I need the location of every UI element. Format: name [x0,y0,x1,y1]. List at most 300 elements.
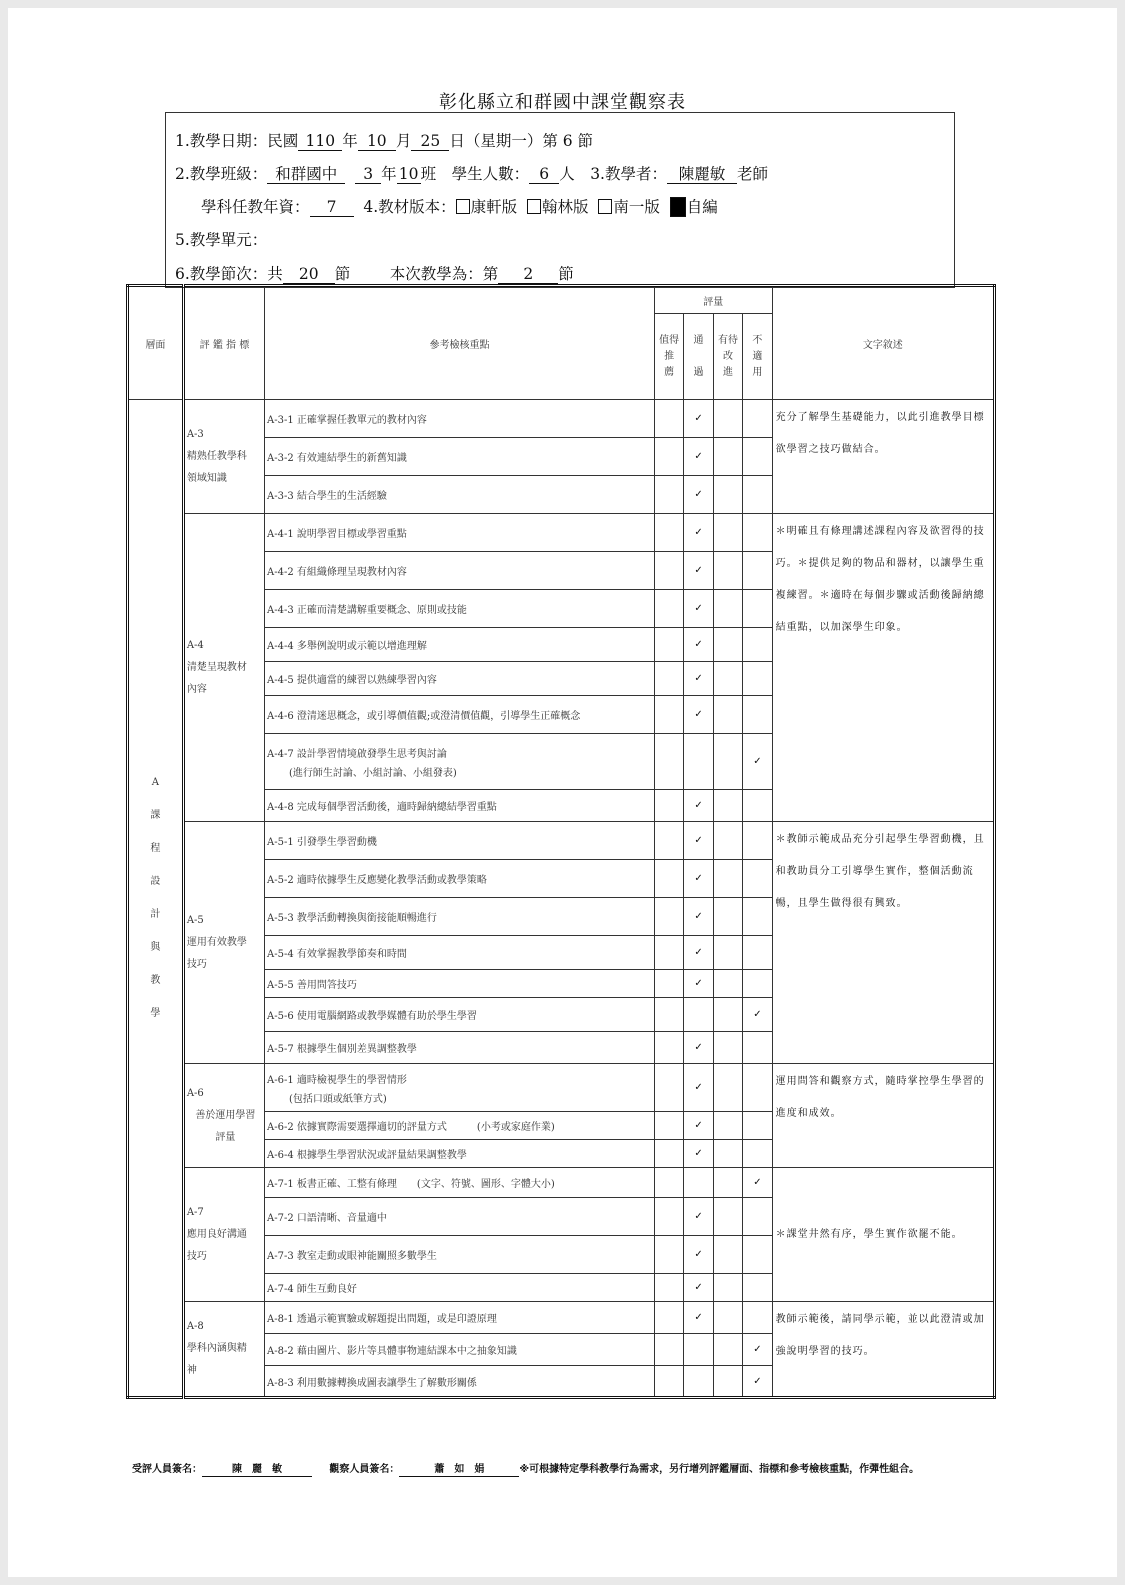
check-mark-icon: ✓ [694,800,703,811]
rating-cell[interactable] [684,822,713,860]
rating-cell[interactable] [713,514,742,552]
checkpoint-cell [265,1302,655,1334]
checkpoint-cell [265,898,655,936]
rating-cell[interactable] [654,662,683,696]
r1-line3: 薦 [664,366,675,378]
r2-line3: 過 [693,366,704,378]
rating-cell[interactable] [713,1168,742,1198]
document-page [8,8,1117,1577]
checkpoint-subtext: (包括口頭或紙筆方式) [289,1093,387,1105]
rating-cell[interactable] [743,1274,772,1302]
indicator-cell [183,822,264,1064]
check-mark-icon: ✓ [694,835,703,846]
school-name: 和群國中 [267,166,345,184]
checkpoint-cell [265,628,655,662]
rating-cell[interactable] [743,662,772,696]
checkpoint-cell [265,1032,655,1064]
checkpoint-text: A-5-3 教學活動轉換與銜接能順暢進行 [267,913,437,924]
checkpoint-text: A-5-1 引發學生學習動機 [267,837,377,848]
header-rating-recommend [654,314,683,400]
option-nanyi-label: 南一版 [613,198,660,216]
comment-text: 運用問答和觀察方式，隨時掌控學生學習的進度和成效。 [775,1076,985,1119]
rating-cell[interactable] [713,898,742,936]
checkpoint-cell [265,552,655,590]
check-mark-icon: ✓ [753,1009,762,1020]
indicator-cell [183,1302,264,1398]
info-line-unit [175,228,267,250]
header-indicator: 評 鑑 指 標 [183,286,264,400]
header-rating-improve [713,314,742,400]
rating-cell[interactable] [713,822,742,860]
check-mark-icon: ✓ [694,1312,703,1323]
r3-line3: 進 [722,366,733,378]
observer-label: 觀察人員簽名： [329,1464,400,1475]
checkpoint-text: A-4-6 澄清迷思概念，或引導價值觀;或澄清價值觀，引導學生正確概念 [267,711,581,722]
comment-text: ＊明確且有條理講述課程內容及欲習得的技巧。＊提供足夠的物品和器材，以讓學生重複練習。＊適時在每個步驟或活動後歸納總結重點，以加深學生印象。 [775,526,985,633]
rating-cell[interactable] [684,1302,713,1334]
rating-cell[interactable] [654,936,683,970]
rating-cell[interactable] [684,1274,713,1302]
rating-cell[interactable] [743,1302,772,1334]
check-mark-icon: ✓ [694,673,703,684]
table-row [128,1302,995,1334]
rating-cell[interactable] [713,696,742,734]
checkpoint-text: A-8-1 透過示範實驗或解題提出問題，或是印證原理 [267,1314,497,1325]
rating-cell[interactable] [654,400,683,438]
unit-label: 5.教學單元： [175,231,268,249]
rating-cell[interactable] [713,1198,742,1236]
comment-text: 充分了解學生基礎能力，以此引進教學目標欲學習之技巧做結合。 [775,412,985,455]
rating-cell[interactable] [654,860,683,898]
rating-cell[interactable] [713,628,742,662]
checkpoint-text: A-6-4 根據學生學習狀況或評量結果調整教學 [267,1150,467,1161]
rating-cell[interactable] [654,822,683,860]
comment-cell [772,1302,994,1398]
checkpoint-cell [265,1334,655,1366]
rating-cell[interactable] [684,790,713,822]
check-mark-icon: ✓ [694,1120,703,1131]
rating-cell[interactable] [713,476,742,514]
checkpoint-cell [265,970,655,998]
r1-line1: 值得 [659,334,680,346]
rating-cell[interactable] [743,822,772,860]
checkpoint-text: A-7-4 師生互動良好 [267,1284,357,1295]
checkpoint-text: A-5-5 善用問答技巧 [267,980,357,991]
check-mark-icon: ✓ [694,1249,703,1260]
rating-cell[interactable] [684,552,713,590]
rating-cell[interactable] [743,970,772,998]
rating-cell[interactable] [684,476,713,514]
rating-cell[interactable] [654,514,683,552]
check-mark-icon: ✓ [694,1148,703,1159]
rating-cell[interactable] [713,936,742,970]
checkpoint-cell [265,790,655,822]
page-title: 彰化縣立和群國中課堂觀察表 [439,92,686,113]
indicator-line: A-4 [186,639,204,651]
check-mark-icon: ✓ [753,1177,762,1188]
rating-cell[interactable] [684,970,713,998]
checkpoint-text: A-4-3 正確而清楚講解重要概念、原則或技能 [267,605,467,616]
rating-cell[interactable] [654,628,683,662]
checkpoint-cell [265,438,655,476]
check-mark-icon: ✓ [753,756,762,767]
rating-cell[interactable] [743,590,772,628]
rating-cell[interactable] [654,1274,683,1302]
rating-cell[interactable] [713,1236,742,1274]
rating-cell[interactable] [654,1064,683,1112]
layer-cell [128,400,184,1398]
checkpoint-cell [265,1168,655,1198]
checkpoint-cell [265,662,655,696]
check-mark-icon: ✓ [694,413,703,424]
rating-cell[interactable] [684,1140,713,1168]
rating-cell[interactable] [743,898,772,936]
checkpoint-text: A-4-4 多舉例說明或示範以增進理解 [267,641,427,652]
year-label: 年 [342,132,358,150]
comment-text: ＊教師示範成品充分引起學生學習動機，且和教助員分工引導學生實作，整個活動流暢，且學生做得很有興致。 [775,834,985,909]
rating-cell[interactable] [684,514,713,552]
rating-cell[interactable] [684,590,713,628]
checkpoint-text: A-8-2 藉由圖片、影片等具體事物連結課本中之抽象知識 [267,1346,517,1357]
teacher-suffix: 老師 [736,165,768,183]
check-mark-icon: ✓ [694,603,703,614]
rating-cell[interactable] [654,970,683,998]
students-value: 6 [529,166,559,184]
indicator-line: 領域知識 [186,472,227,484]
date-month: 10 [358,133,396,151]
rating-cell[interactable] [713,970,742,998]
layer-char: 設 [150,876,161,887]
checkpoint-text: A-4-7 設計學習情境啟發學生思考與討論 [267,748,447,760]
rating-cell[interactable] [743,1140,772,1168]
rating-cell[interactable] [684,734,713,790]
rating-cell[interactable] [654,734,683,790]
r2-line1: 通 [693,334,704,346]
indicator-cell [183,400,264,514]
rating-cell[interactable] [654,1168,683,1198]
checkpoint-cell [265,998,655,1032]
rating-cell[interactable] [713,552,742,590]
header-points: 參考檢核重點 [265,286,655,400]
check-mark-icon: ✓ [694,451,703,462]
rating-cell[interactable] [684,1112,713,1140]
rating-cell[interactable] [654,696,683,734]
check-mark-icon: ✓ [694,911,703,922]
version-label: 4.教材版本： [363,198,456,216]
rating-cell[interactable] [654,552,683,590]
checkpoint-cell [265,696,655,734]
rating-cell[interactable] [684,998,713,1032]
header-rating-na [743,314,772,400]
header-rating: 評量 [654,286,772,314]
checkpoint-cell [265,1112,655,1140]
rating-cell[interactable] [684,438,713,476]
indicator-cell [183,1168,264,1302]
layer-char: 計 [150,909,161,920]
rating-cell[interactable] [713,400,742,438]
years-value: 7 [310,199,354,217]
rating-cell[interactable] [743,1236,772,1274]
indicator-line: 善於運用學習 [195,1109,256,1121]
students-label: 班 學生人數： [420,165,530,183]
checkpoint-text: A-4-8 完成每個學習活動後，適時歸納總結學習重點 [267,802,497,813]
rating-cell[interactable] [743,1198,772,1236]
indicator-line: 學科內涵與精 [186,1343,247,1354]
sessions-unit: 節 [334,265,351,283]
checkpoint-cell [265,400,655,438]
checkpoint-cell [265,734,655,790]
checkbox-hanlin[interactable] [527,199,541,214]
rating-cell[interactable] [743,1032,772,1064]
check-mark-icon: ✓ [694,527,703,538]
rating-cell[interactable] [743,1112,772,1140]
rating-cell[interactable] [713,1334,742,1366]
r4-line1: 不 [752,334,763,346]
check-mark-icon: ✓ [694,1211,703,1222]
r4-line3: 用 [752,366,763,378]
check-mark-icon: ✓ [694,1082,703,1093]
comment-cell [772,400,994,514]
class-label: 2.教學班級： [175,165,268,183]
check-mark-icon: ✓ [694,1042,703,1053]
table-row [128,1064,995,1112]
rating-cell[interactable] [713,1366,742,1398]
checkpoint-text: A-5-4 有效掌握教學節奏和時間 [267,949,407,960]
evaluated-label: 受評人員簽名： [132,1464,202,1475]
checkpoint-text: A-5-2 適時依據學生反應變化教學活動或教學策略 [267,875,487,886]
rating-cell[interactable] [743,790,772,822]
rating-cell[interactable] [654,438,683,476]
rating-cell[interactable] [743,734,772,790]
comment-cell [772,1064,994,1168]
rating-cell[interactable] [713,860,742,898]
rating-cell[interactable] [713,1140,742,1168]
checkbox-self-compiled[interactable] [670,197,686,217]
rating-cell[interactable] [654,590,683,628]
observation-table [126,284,996,1399]
current-unit: 節 [558,265,574,283]
rating-cell[interactable] [654,1198,683,1236]
indicator-line: 評量 [215,1131,236,1143]
rating-cell[interactable] [654,1112,683,1140]
rating-cell[interactable] [684,1198,713,1236]
layer-char: 課 [150,810,161,821]
rating-cell[interactable] [654,790,683,822]
rating-cell[interactable] [743,1168,772,1198]
checkbox-kangxuan[interactable] [456,199,470,214]
rating-cell[interactable] [713,1064,742,1112]
check-mark-icon: ✓ [694,489,703,500]
rating-cell[interactable] [743,552,772,590]
indicator-cell [183,1064,264,1168]
teacher-name: 陳麗敏 [667,166,737,184]
rating-cell[interactable] [743,1334,772,1366]
checkpoint-cell [265,1064,655,1112]
rating-cell[interactable] [743,438,772,476]
rating-cell[interactable] [684,936,713,970]
rating-cell[interactable] [654,1236,683,1274]
checkpoint-subtext: (進行師生討論、小組討論、小組發表) [289,767,457,779]
rating-cell[interactable] [684,898,713,936]
indicator-cell [183,514,264,822]
sessions-label: 6.教學節次：共 [175,265,283,283]
lesson-info-box [165,112,955,288]
rating-cell[interactable] [713,590,742,628]
info-line-sessions [175,262,574,284]
checkpoint-text: A-5-7 根據學生個別差異調整教學 [267,1044,417,1055]
rating-cell[interactable] [743,696,772,734]
rating-cell[interactable] [684,1334,713,1366]
table-row [128,1168,995,1198]
layer-char: 與 [150,942,161,953]
grade-value: 3 [355,166,381,184]
check-mark-icon: ✓ [694,1282,703,1293]
observer-signature: 蕭 如 娟 [399,1463,519,1477]
rating-cell[interactable] [654,476,683,514]
sessions-total: 20 [283,266,335,284]
comment-text: 教師示範後，請同學示範，並以此澄清或加強說明學習的技巧。 [775,1314,985,1357]
date-day: 25 [411,133,449,151]
rating-cell[interactable] [713,1112,742,1140]
month-label: 月 [395,132,412,150]
check-mark-icon: ✓ [753,1375,762,1387]
rating-cell[interactable] [654,1302,683,1334]
info-line-date [175,129,593,151]
class-value: 10 [397,166,421,184]
comment-cell [772,514,994,822]
checkpoint-cell [265,822,655,860]
rating-cell[interactable] [654,998,683,1032]
rating-cell[interactable] [654,1032,683,1064]
option-kangxuan-label: 康軒版 [470,198,518,216]
comment-cell [772,822,994,1064]
current-label: 本次教學為：第 [389,265,499,283]
indicator-line: 應用良好溝通 [186,1228,247,1240]
checkpoint-cell [265,590,655,628]
rating-cell[interactable] [684,628,713,662]
indicator-line: 技巧 [186,1250,207,1262]
rating-cell[interactable] [743,514,772,552]
rating-cell[interactable] [713,734,742,790]
rating-cell[interactable] [684,1168,713,1198]
check-mark-icon: ✓ [753,1344,762,1355]
rating-cell[interactable] [684,860,713,898]
checkpoint-cell [265,1198,655,1236]
comment-text: ＊課堂井然有序，學生實作欲罷不能。 [775,1228,963,1240]
rating-cell[interactable] [654,1366,683,1398]
rating-cell[interactable] [713,1032,742,1064]
rating-cell[interactable] [654,1140,683,1168]
rating-cell[interactable] [684,1236,713,1274]
checkpoint-cell [265,1140,655,1168]
rating-cell[interactable] [743,998,772,1032]
day-label: 日（星期一）第 6 節 [449,132,594,150]
option-self-label: 自編 [686,198,718,216]
evaluated-signature: 陳 麗 敏 [202,1463,312,1477]
rating-cell[interactable] [743,1064,772,1112]
check-mark-icon: ✓ [694,709,703,720]
checkpoint-cell [265,476,655,514]
checkpoint-cell [265,1366,655,1398]
table-row [128,822,995,860]
rating-cell[interactable] [713,438,742,476]
rating-cell[interactable] [713,662,742,696]
rating-cell[interactable] [713,1274,742,1302]
indicator-line: 技巧 [186,958,207,970]
rating-cell[interactable] [684,1032,713,1064]
date-label: 1.教學日期：民國 [175,132,299,150]
indicator-line: 精熟任教學科 [186,450,247,462]
info-line-class [175,162,768,184]
check-mark-icon: ✓ [694,873,703,884]
indicator-line: A-7 [186,1206,204,1218]
checkpoint-text: A-4-5 提供適當的練習以熟練學習內容 [267,675,437,686]
checkpoint-cell [265,936,655,970]
rating-cell[interactable] [654,1334,683,1366]
rating-cell[interactable] [743,936,772,970]
rating-cell[interactable] [713,1302,742,1334]
r3-line1: 有待 [717,334,738,346]
checkpoint-text: A-8-3 利用數據轉換成圖表讓學生了解數形關係 [267,1377,477,1389]
check-mark-icon: ✓ [694,639,703,650]
checkpoint-cell [265,1236,655,1274]
layer-char: A [151,777,160,788]
checkpoint-cell [265,1274,655,1302]
check-mark-icon: ✓ [694,978,703,989]
indicator-line: 神 [186,1365,197,1376]
rating-cell[interactable] [684,1064,713,1112]
rating-cell[interactable] [684,662,713,696]
rating-cell[interactable] [684,696,713,734]
r3-line2: 改 [722,350,733,362]
checkpoint-text: A-7-2 口語清晰、音量適中 [267,1213,387,1224]
rating-cell[interactable] [713,790,742,822]
table-row [128,514,995,552]
rating-cell[interactable] [743,1366,772,1398]
years-label: 學科任教年資： [201,198,310,216]
rating-cell[interactable] [654,898,683,936]
sessions-current: 2 [498,266,558,284]
check-mark-icon: ✓ [694,947,703,958]
rating-cell[interactable] [684,400,713,438]
comment-cell [772,1168,994,1302]
info-line-version [201,195,718,217]
header-layer: 層面 [128,286,184,400]
r1-line2: 推 [664,350,675,362]
rating-cell[interactable] [743,860,772,898]
rating-cell[interactable] [743,400,772,438]
indicator-line: A-3 [186,428,204,440]
footer-note: ※可根據特定學科教學行為需求，另行增列評鑑層面、指標和參考檢核重點，作彈性組合。 [519,1464,920,1475]
checkpoint-text: A-6-2 依據實際需要選擇適切的評量方式 (小考或家庭作業) [267,1122,555,1133]
option-hanlin-label: 翰林版 [542,198,589,216]
checkpoint-cell [265,860,655,898]
checkpoint-text: A-3-2 有效連結學生的新舊知識 [267,453,407,464]
indicator-line: A-6 [186,1087,204,1099]
checkpoint-text: A-7-1 板書正確、工整有條理 (文字、符號、圖形、字體大小) [267,1179,555,1190]
checkbox-nanyi[interactable] [598,199,612,214]
checkpoint-text: A-3-1 正確掌握任教單元的教材內容 [267,415,427,426]
checkpoint-cell [265,514,655,552]
checkpoint-text: A-5-6 使用電腦網路或教學媒體有助於學生學習 [267,1011,477,1022]
rating-cell[interactable] [713,998,742,1032]
indicator-line: A-8 [186,1321,204,1332]
rating-cell[interactable] [743,628,772,662]
layer-char: 教 [150,975,161,986]
rating-cell[interactable] [684,1366,713,1398]
rating-cell[interactable] [743,476,772,514]
indicator-line: 內容 [186,683,207,695]
